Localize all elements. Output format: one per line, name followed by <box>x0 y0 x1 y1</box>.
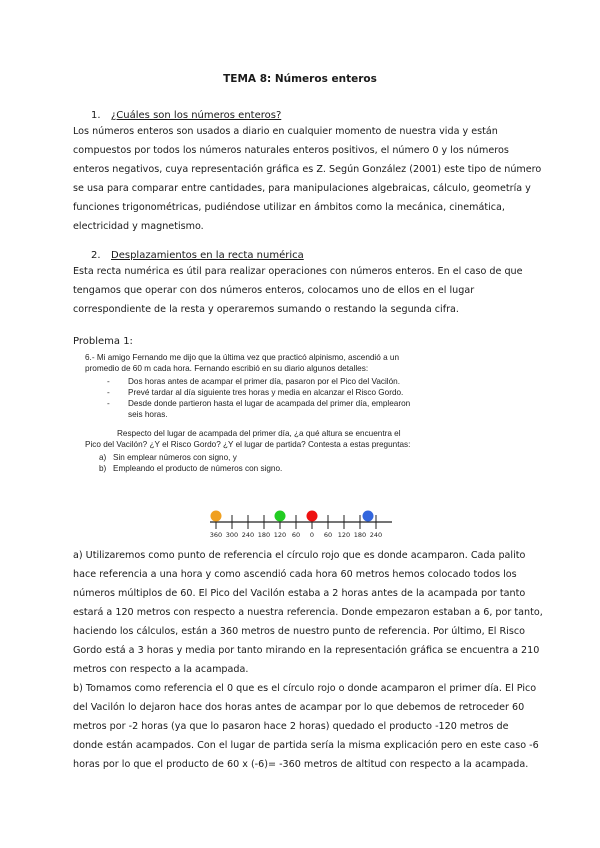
paragraph-line: Los números enteros son usados a diario en cualquier momento de nuestra vida y están <box>73 126 498 137</box>
paragraph-line: electricidad y magnetismo. <box>73 221 204 232</box>
answer-paragraph <box>73 546 543 774</box>
paragraph-line: hace referencia a una hora y como ascendió cada hora 60 metros hemos colocado todos los <box>73 569 517 580</box>
list-item <box>85 452 515 463</box>
option-text: Empleando el producto de números con signo. <box>113 464 283 473</box>
paragraph-line: metros con respecto a la acampada. <box>73 664 249 675</box>
section-2-paragraph <box>73 262 535 319</box>
paragraph-line: estará a 120 metros con respecto a nuestra referencia. Donde empezaron estaban a 6, por tanto, <box>73 607 543 618</box>
paragraph-line: números múltiplos de 60. El Pico del Vacilón estaba a 2 horas antes de la acampada por tanto <box>73 588 526 599</box>
detail-text: Prevé tardar al día siguiente tres horas y media en alcanzar el Risco Gordo. <box>128 388 404 397</box>
detail-text: Dos horas antes de acampar el primer día, pasaron por el Pico del Vacilón. <box>128 377 400 386</box>
number-line-tick-label: 240 <box>369 531 383 539</box>
problem-intro-line: 6.- Mi amigo Fernando me dijo que la última vez que practicó alpinismo, ascendió a un <box>85 353 400 362</box>
paragraph-line: enteros negativos, cuya representación gráfica es Z. Según González (2001) este tipo de número <box>73 164 542 175</box>
number-line-point <box>211 511 222 522</box>
document-title: TEMA 8: Números enteros <box>223 73 377 85</box>
problem-details-list <box>85 376 515 420</box>
detail-text: seis horas. <box>128 410 168 419</box>
section-2-title: Desplazamientos en la recta numérica <box>111 250 304 261</box>
problem-question-line: Respecto del lugar de acampada del primer día, ¿a qué altura se encuentra el <box>117 429 401 438</box>
list-item <box>85 463 515 474</box>
list-item <box>85 409 515 420</box>
problem-statement <box>85 352 515 474</box>
section-1-heading <box>91 110 281 121</box>
paragraph-line: donde están acampados. Con el lugar de partida sería la misma explicación pero en este caso -6 <box>73 740 539 751</box>
paragraph-line: haciendo los cálculos, están a 360 metros de nuestro punto de referencia. Por último, El Risco <box>73 626 525 637</box>
section-1-paragraph <box>73 122 542 236</box>
paragraph-line: Esta recta numérica es útil para realizar operaciones con números enteros. En el caso de que <box>73 266 523 277</box>
number-line-point <box>363 511 374 522</box>
bullet: - <box>107 388 110 397</box>
detail-text: Desde donde partieron hasta el lugar de acampada del primer día, emplearon <box>128 399 411 408</box>
paragraph-line: a) Utilizaremos como punto de referencia el círculo rojo que es donde acamparon. Cada palito <box>73 550 526 561</box>
number-line-tick-label: 60 <box>291 531 301 539</box>
list-item <box>85 387 515 398</box>
paragraph-line: horas por lo que el producto de 60 x (-6)= -360 metros de altitud con respecto a la acampada. <box>73 759 529 770</box>
paragraph-line: b) Tomamos como referencia el 0 que es el círculo rojo o donde acamparon el primer día. El Pico <box>73 683 537 694</box>
paragraph-line: tengamos que operar con dos números enteros, colocamos uno de ellos en el lugar <box>73 285 475 296</box>
paragraph-line: funciones trigonométricas, pudiéndose utilizar en ámbitos como la mecánica, cinemática, <box>73 202 505 213</box>
paragraph-line: se usa para comparar entre cantidades, para manipulaciones algebraicas, cálculo, geometría y <box>73 183 531 194</box>
number-line-tick-label: 120 <box>337 531 351 539</box>
section-1-title: ¿Cuáles son los números enteros? <box>111 110 282 121</box>
paragraph-line: Gordo está a 3 horas y media por tanto mirando en la representación gráfica se encuentra a 210 <box>73 645 540 656</box>
paragraph-line: metros por -2 horas (ya que lo pasaron hace 2 horas) quedado el producto -120 metros de <box>73 721 509 732</box>
list-item <box>85 398 515 409</box>
number-line-tick-label: 180 <box>257 531 271 539</box>
problem-options <box>85 452 515 474</box>
number-line-tick-label: 60 <box>323 531 333 539</box>
number-line-point <box>307 511 318 522</box>
number-line-tick-label: 240 <box>241 531 255 539</box>
list-item <box>85 376 515 387</box>
number-line-tick-label: 180 <box>353 531 367 539</box>
bullet: - <box>107 377 110 386</box>
paragraph-line: correspondiente de la resta y operaremos sumando o restando la segunda cifra. <box>73 304 459 315</box>
section-1-number: 1. <box>91 110 101 121</box>
number-line-tick-label: 0 <box>309 531 315 539</box>
paragraph-line: del Vacilón lo dejaron hace dos horas antes de acampar por lo que debemos de retroceder 60 <box>73 702 525 713</box>
number-line-tick-label: 300 <box>225 531 239 539</box>
number-line-figure <box>200 502 400 544</box>
problem-intro-line: promedio de 60 m cada hora. Fernando escribió en su diario algunos detalles: <box>85 364 369 373</box>
bullet: - <box>107 399 110 408</box>
option-marker: b) <box>99 464 107 473</box>
number-line-tick-label: 360 <box>209 531 223 539</box>
problem-label: Problema 1: <box>73 336 133 347</box>
number-line-tick-label: 120 <box>273 531 287 539</box>
number-line-point <box>275 511 286 522</box>
paragraph-line: compuestos por todos los números naturales enteros positivos, el número 0 y los números <box>73 145 509 156</box>
section-2-heading <box>91 250 304 261</box>
section-2-number: 2. <box>91 250 101 261</box>
problem-question-line: Pico del Vacilón? ¿Y el Risco Gordo? ¿Y el lugar de partida? Contesta a estas preguntas: <box>85 440 411 449</box>
option-marker: a) <box>99 453 107 462</box>
option-text: Sin emplear números con signo, y <box>113 453 237 462</box>
